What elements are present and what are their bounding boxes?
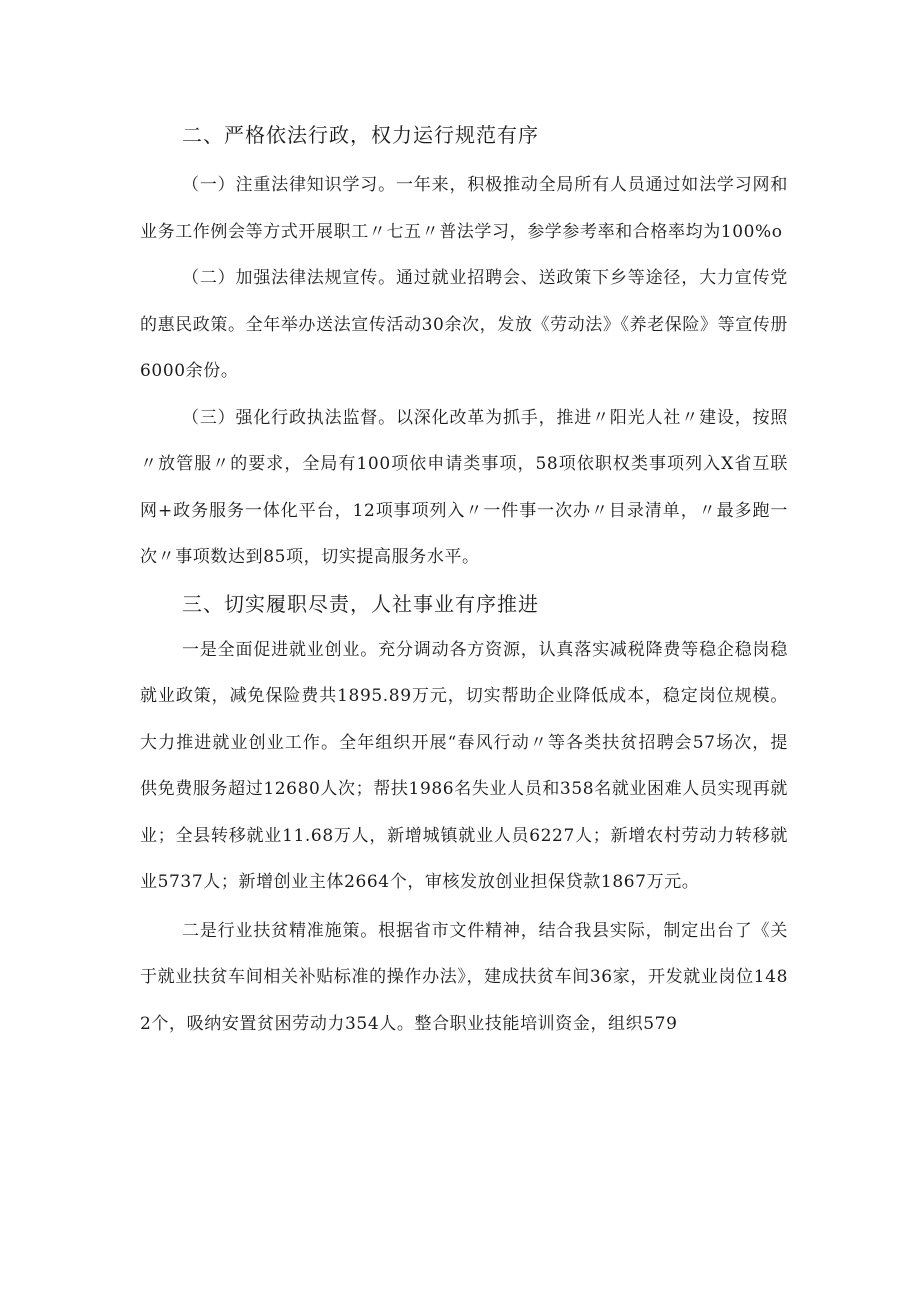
section-heading-law-administration: 二、严格依法行政，权力运行规范有序	[182, 123, 539, 147]
paragraph-enforcement-supervision: （三）强化行政执法监督。以深化改革为抓手，推进〃阳光人社〃建设，按照〃放管服〃的要求，全局有100项依申请类事项，58项依职权类事项列入X省互联网+政务服务一体化平台，12项事项列入〃一件事一次办〃目录清单，〃最多跑一次〃事项数达到85项，切实提高服务水平。	[140, 407, 788, 567]
section-heading-duties: 三、切实履职尽责，人社事业有序推进	[182, 591, 539, 616]
paragraph-legal-study: （一）注重法律知识学习。一年来，积极推动全局所有人员通过如法学习网和业务工作例会等方式开展职工〃七五〃普法学习，参学参考率和合格率均为100%o	[140, 175, 788, 242]
paragraph-legal-publicity: （二）加强法律法规宣传。通过就业招聘会、送政策下乡等途径，大力宣传党的惠民政策。全年举办送法宣传活动30余次，发放《劳动法》《养老保险》等宣传册6000余份。	[140, 268, 788, 381]
paragraph-poverty-alleviation: 二是行业扶贫精准施策。根据省市文件精神，结合我县实际，制定出台了《关于就业扶贫车间相关补贴标准的操作办法》，建成扶贫车间36家，开发就业岗位1482个，吸纳安置贫困劳动力354人。整合职业技能培训资金，组织579	[140, 920, 788, 1034]
paragraph-employment-promotion: 一是全面促进就业创业。充分调动各方资源，认真落实减税降费等稳企稳岗稳就业政策，减免保险费共1895.89万元，切实帮助企业降低成本，稳定岗位规模。大力推进就业创业工作。全年组织开展“春风行动〃等各类扶贫招聘会57场次，提供免费服务超过12680人次；帮扶1986名失业人员和358名就业困难人员实现再就业；全县转移就业11.68万人，新增城镇就业人员6227人；新增农村劳动力转移就业5737人；新增创业主体2664个，审核发放创业担保贷款1867万元。	[140, 639, 788, 892]
document-body	[140, 112, 788, 1047]
